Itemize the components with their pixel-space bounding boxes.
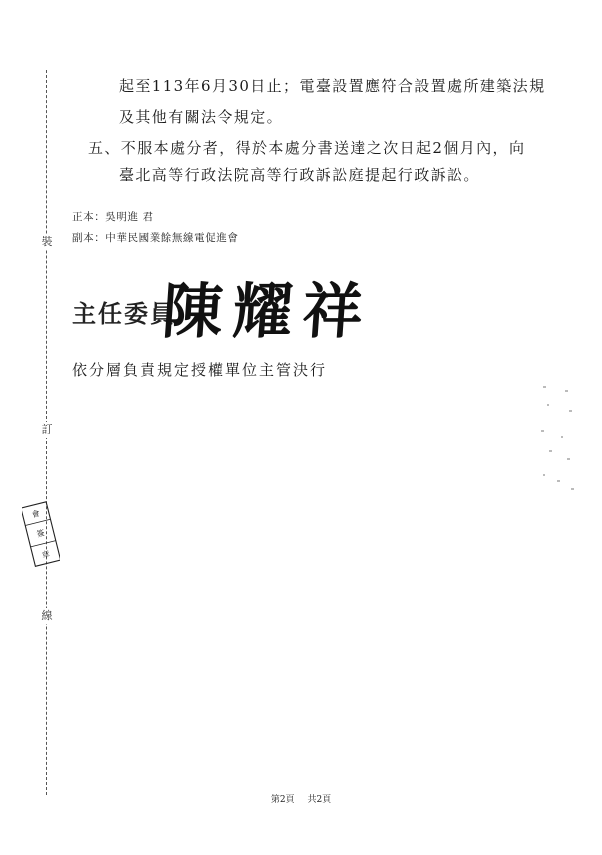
page-total: 共2頁 — [307, 795, 332, 805]
item-5-line-1: 五、不服本處分者，得於本處分書送達之次日起2個月內，向 — [88, 139, 526, 157]
copy-recipient: 副本：中華民國業餘無線電促進會 — [72, 232, 239, 244]
signature-name: 陳耀祥 — [160, 277, 376, 347]
svg-text:章: 章 — [40, 549, 51, 561]
signature-title: 主任委員 — [72, 299, 176, 328]
scan-artifacts — [535, 380, 580, 495]
binding-char-bottom: 線 — [39, 608, 55, 624]
original-recipient: 正本：吳明進 君 — [72, 211, 154, 223]
page-current: 第2頁 — [270, 795, 295, 805]
binding-char-top: 裝 — [39, 234, 55, 250]
item-5-line-2: 臺北高等行政法院高等行政訴訟庭提起行政訴訟。 — [119, 166, 480, 184]
page-number — [0, 792, 602, 805]
svg-text:會: 會 — [30, 508, 41, 520]
svg-text:簽: 簽 — [35, 528, 46, 539]
delegation-note: 依分層負責規定授權單位主管決行 — [72, 361, 328, 379]
binding-char-middle: 訂 — [39, 422, 55, 438]
body-line-1: 起至113年6月30日止；電臺設置應符合設置處所建築法規 — [119, 77, 546, 95]
body-line-2: 及其他有關法令規定。 — [119, 108, 284, 126]
received-stamp — [22, 500, 60, 570]
